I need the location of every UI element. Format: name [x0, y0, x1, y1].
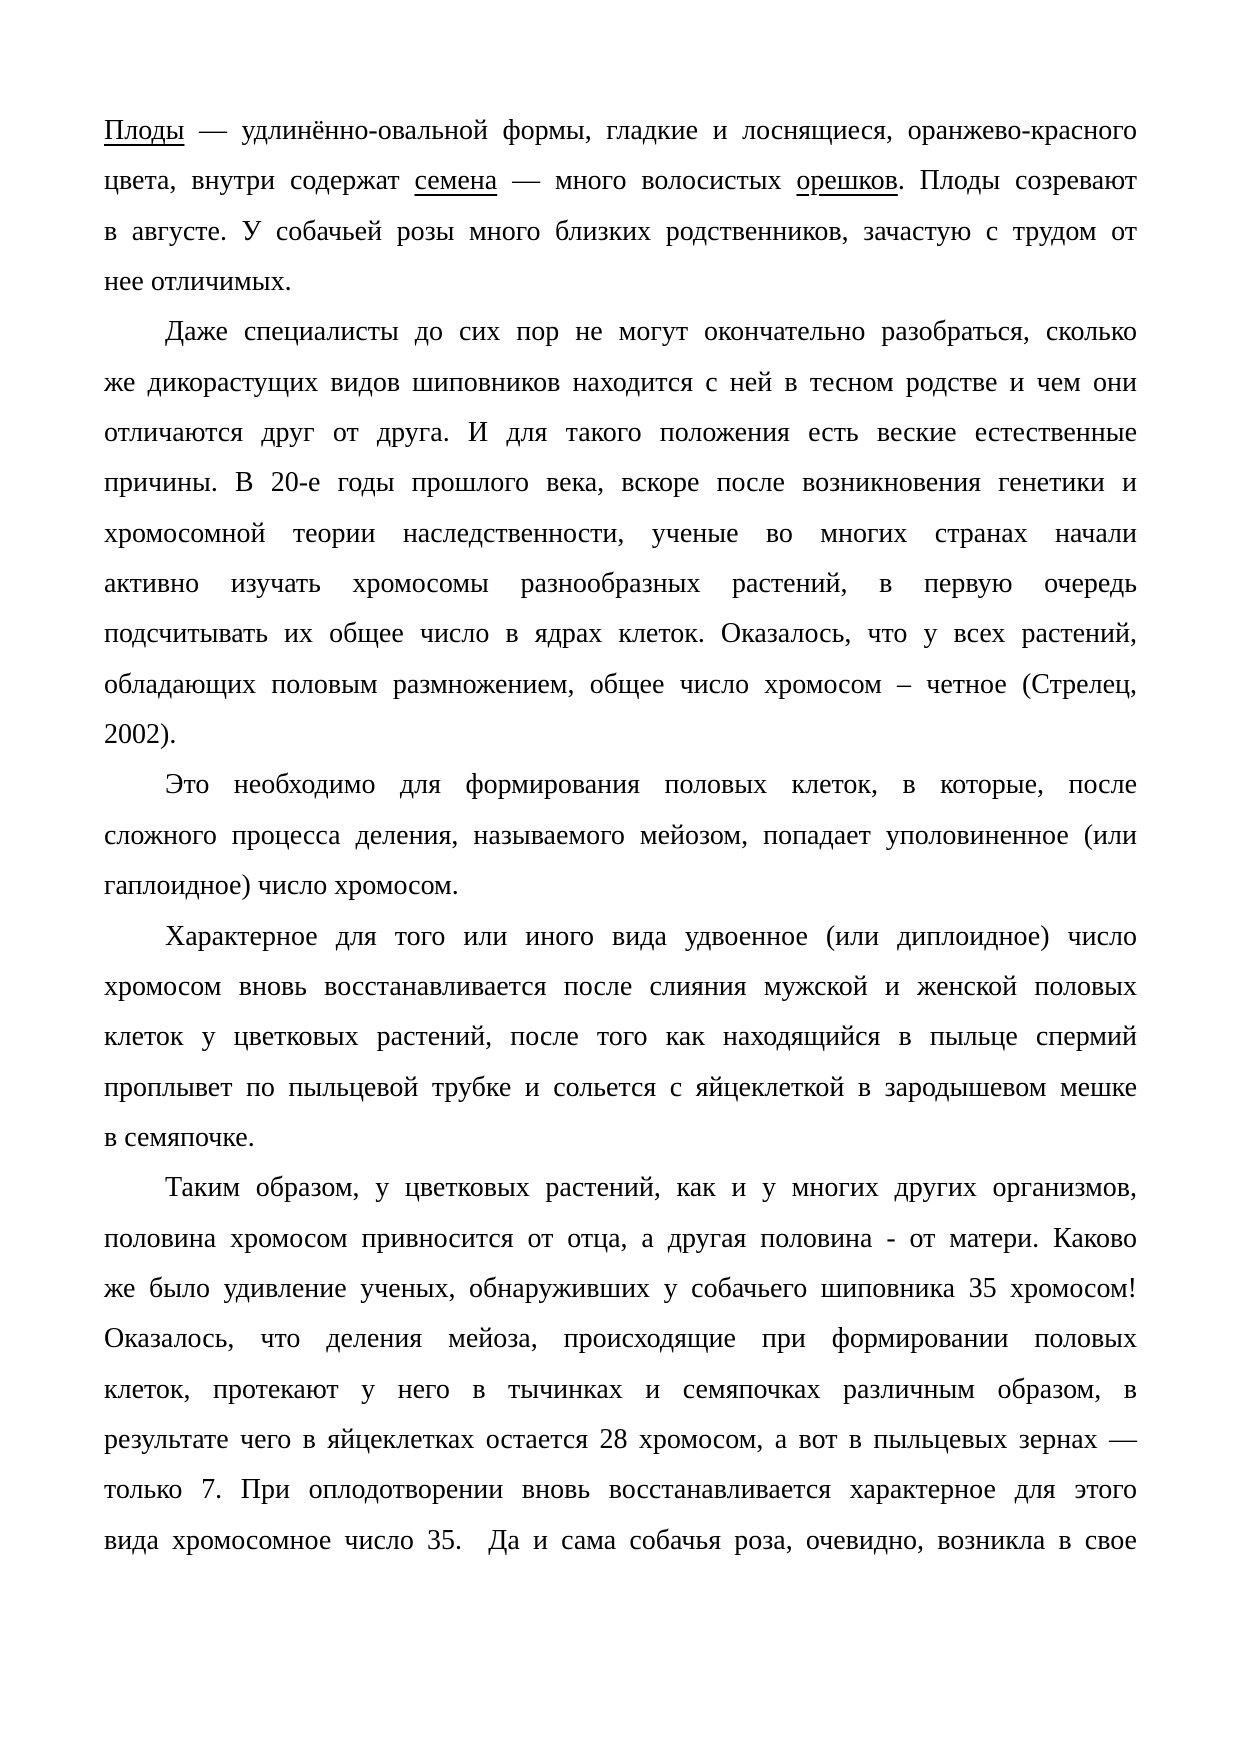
text-line [104, 962, 1137, 1012]
text-line [104, 559, 1137, 609]
text-line [104, 1063, 1137, 1113]
paragraph-meiosis-need [104, 760, 1137, 911]
text-line [104, 1214, 1137, 1264]
text-line [104, 1163, 1137, 1213]
text-segment: хромосомной теории наследственности, ученые во многих странах начали [104, 517, 1137, 549]
underlined-term: Плоды [104, 115, 185, 146]
text-line [104, 1264, 1137, 1314]
text-line [104, 1365, 1137, 1415]
paragraph-diploid-restore [104, 912, 1137, 1164]
text-segment: клеток, протекают у него в тычинках и семяпочках различным образом, в [104, 1373, 1137, 1405]
text-segment: Оказалось, что деления мейоза, происходящие при формировании половых [104, 1323, 1137, 1355]
text-line [104, 760, 1137, 810]
text-line [104, 660, 1137, 710]
text-segment: . Плоды созревают [897, 165, 1137, 197]
underlined-term: семена [414, 165, 498, 197]
text-line [104, 307, 1137, 357]
text-line [104, 710, 1137, 760]
text-segment: Таким образом, у цветковых растений, как и у многих других организмов, [165, 1172, 1137, 1204]
text-segment: вида хромосомное число 35. Да и сама собачья роза, очевидно, возникла в свое [104, 1524, 1137, 1556]
text-segment: результате чего в яйцеклетках остается 28 хромосом, а вот в пыльцевых зернах — [104, 1423, 1137, 1455]
text-segment: подсчитывать их общее число в ядрах клеток. Оказалось, что у всех растений, [104, 618, 1137, 650]
text-segment: активно изучать хромосомы разнообразных растений, в первую очередь [104, 568, 1137, 600]
text-line [104, 1465, 1137, 1515]
text-line [104, 861, 1137, 911]
text-line [104, 1113, 1137, 1163]
paragraph-specialists [104, 307, 1137, 760]
text-line [104, 106, 1137, 156]
paragraph-chromosome-surprise [104, 1163, 1137, 1566]
text-segment: Это необходимо для формирования половых клеток, в которые, после [165, 769, 1137, 801]
text-line [104, 1314, 1137, 1364]
text-segment: проплывет по пыльцевой трубке и сольется с яйцеклеткой в зародышевом мешке [104, 1071, 1137, 1103]
text-segment: же было удивление ученых, обнаруживших у собачьего шиповника 35 хромосом! [104, 1272, 1137, 1304]
text-segment: только 7. При оплодотворении вновь восстанавливается характерное для этого [104, 1474, 1137, 1506]
text-segment: цвета, внутри содержат [104, 165, 415, 197]
text-segment: же дикорастущих видов шиповников находится с ней в тесном родстве и чем они [104, 366, 1137, 398]
text-line [104, 609, 1137, 659]
text-segment: обладающих половым размножением, общее число хромосом – четное (Стрелец, [104, 668, 1137, 700]
text-segment: 2002). [104, 719, 177, 751]
text-line [104, 358, 1137, 408]
text-segment: половина хромосом привносится от отца, а другая половина - от матери. Каково [104, 1222, 1137, 1254]
text-line [104, 509, 1137, 559]
text-line [104, 408, 1137, 458]
paragraph-fruits [104, 106, 1137, 307]
text-line [104, 811, 1137, 861]
text-segment: причины. В 20-е годы прошлого века, вскоре после возникновения генетики и [104, 467, 1137, 499]
text-segment: сложного процесса деления, называемого мейозом, попадает уполовиненное (или [104, 819, 1137, 851]
text-segment: клеток у цветковых растений, после того как находящийся в пыльце спермий [104, 1021, 1137, 1053]
text-segment: гаплоидное) число хромосом. [104, 870, 459, 902]
text-line [104, 257, 1137, 307]
text-segment: Характерное для того или иного вида удвоенное (или диплоидное) число [165, 920, 1137, 952]
text-segment: — много волосистых [497, 165, 797, 197]
text-segment: нее отличимых. [104, 266, 292, 298]
text-segment: — удлинённо-овальной формы, гладкие и лоснящиеся, оранжево-красного [184, 115, 1137, 146]
text-line [104, 458, 1137, 508]
text-segment: в семяпочке. [104, 1121, 255, 1153]
text-line [104, 207, 1137, 257]
text-line [104, 1516, 1137, 1566]
text-segment: Даже специалисты до сих пор не могут окончательно разобраться, сколько [165, 316, 1137, 348]
text-line [104, 912, 1137, 962]
text-line [104, 156, 1137, 206]
underlined-term: орешков [796, 165, 898, 197]
text-segment: хромосом вновь восстанавливается после слияния мужской и женской половых [104, 970, 1137, 1002]
text-line [104, 1415, 1137, 1465]
text-line [104, 1012, 1137, 1062]
text-segment: отличаются друг от друга. И для такого положения есть веские естественные [104, 417, 1137, 449]
text-segment: в августе. У собачьей розы много близких родственников, зачастую с трудом от [104, 215, 1137, 247]
